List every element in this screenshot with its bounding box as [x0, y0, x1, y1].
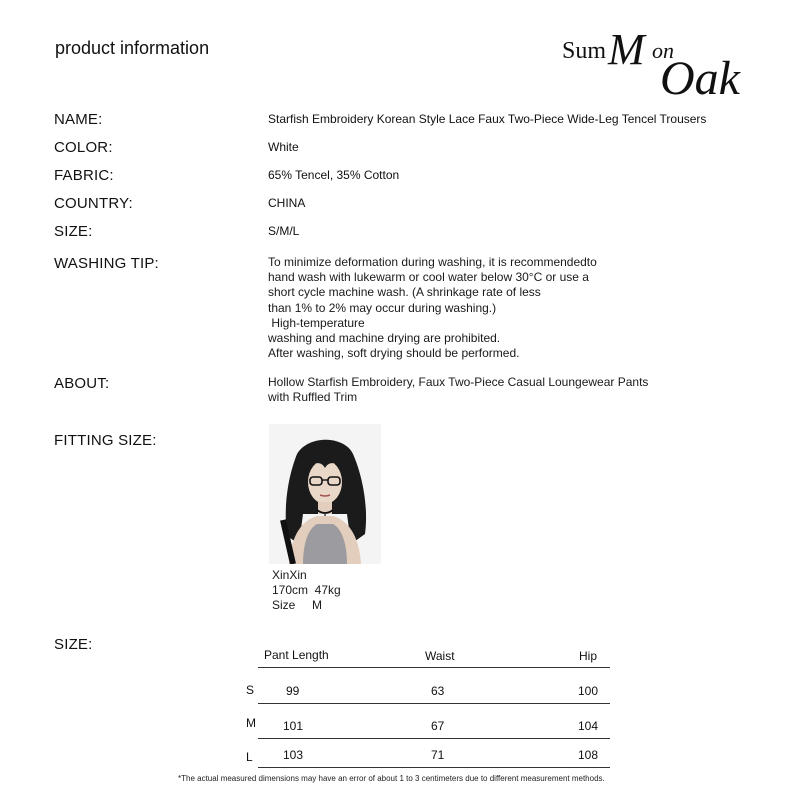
cell-hip: 104 — [578, 719, 599, 733]
about-text — [268, 375, 688, 405]
cell-waist: 63 — [431, 684, 445, 698]
table-divider — [258, 767, 610, 768]
model-measurements: 170cm 47kg — [272, 583, 341, 597]
about-label: ABOUT: — [54, 375, 110, 392]
size-value: S/M/L — [268, 224, 300, 238]
washing-line: To minimize deformation during washing, it is recommendedto — [268, 255, 597, 269]
size-label: SIZE: — [54, 223, 93, 240]
table-divider — [258, 703, 610, 704]
svg-text:M: M — [608, 25, 645, 74]
size-row-label: S — [246, 683, 255, 697]
washing-line: After washing, soft drying should be performed. — [268, 346, 520, 361]
cell-waist: 71 — [431, 748, 445, 762]
size-chart-label: SIZE: — [54, 636, 93, 653]
washing-line: hand wash with lukewarm or cool water below 30°C or use a — [268, 270, 589, 285]
svg-text:on: on — [652, 38, 674, 63]
header-hip: Hip — [579, 649, 598, 663]
washing-line: High-temperature — [268, 315, 365, 330]
svg-text:Oak: Oak — [660, 52, 740, 105]
cell-pant-length: 103 — [283, 748, 304, 762]
about-line: with Ruffled Trim — [268, 390, 358, 405]
country-value: CHINA — [268, 196, 306, 210]
cell-hip: 108 — [578, 748, 599, 762]
brand-logo — [560, 18, 775, 105]
cell-hip: 100 — [578, 684, 599, 698]
size-row-label: M — [246, 716, 256, 730]
table-divider — [258, 738, 610, 739]
cell-waist: 67 — [431, 719, 445, 733]
svg-text:Sum: Sum — [562, 38, 607, 64]
size-row-label: L — [246, 750, 253, 764]
washing-line: than 1% to 2% may occur during washing.) — [268, 300, 497, 315]
model-info — [272, 568, 341, 613]
name-value: Starfish Embroidery Korean Style Lace Faux Two-Piece Wide-Leg Tencel Trousers — [268, 112, 707, 126]
color-value: White — [268, 140, 299, 154]
fabric-label: FABRIC: — [54, 167, 114, 184]
page-title: product information — [55, 38, 210, 58]
country-label: COUNTRY: — [54, 195, 133, 212]
fitting-size-label: FITTING SIZE: — [54, 432, 157, 449]
washing-tip-label: WASHING TIP: — [54, 255, 159, 272]
model-photo — [269, 424, 381, 564]
table-divider — [258, 667, 610, 668]
fabric-value: 65% Tencel, 35% Cotton — [268, 168, 400, 182]
name-label: NAME: — [54, 111, 103, 128]
measurement-note: *The actual measured dimensions may have an error of about 1 to 3 centimeters due to different measurement methods. — [178, 774, 605, 783]
color-label: COLOR: — [54, 139, 113, 156]
model-size: Size M — [272, 598, 323, 612]
header-pant-length: Pant Length — [264, 648, 329, 662]
washing-tip-text — [268, 255, 648, 361]
header-waist: Waist — [425, 649, 455, 663]
cell-pant-length: 101 — [283, 719, 304, 733]
washing-line: washing and machine drying are prohibited. — [268, 331, 501, 346]
about-line: Hollow Starfish Embroidery, Faux Two-Piece Casual Loungewear Pants — [268, 375, 649, 389]
washing-line: short cycle machine wash. (A shrinkage rate of less — [268, 285, 541, 300]
cell-pant-length: 99 — [286, 684, 300, 698]
model-name: XinXin — [272, 568, 307, 582]
